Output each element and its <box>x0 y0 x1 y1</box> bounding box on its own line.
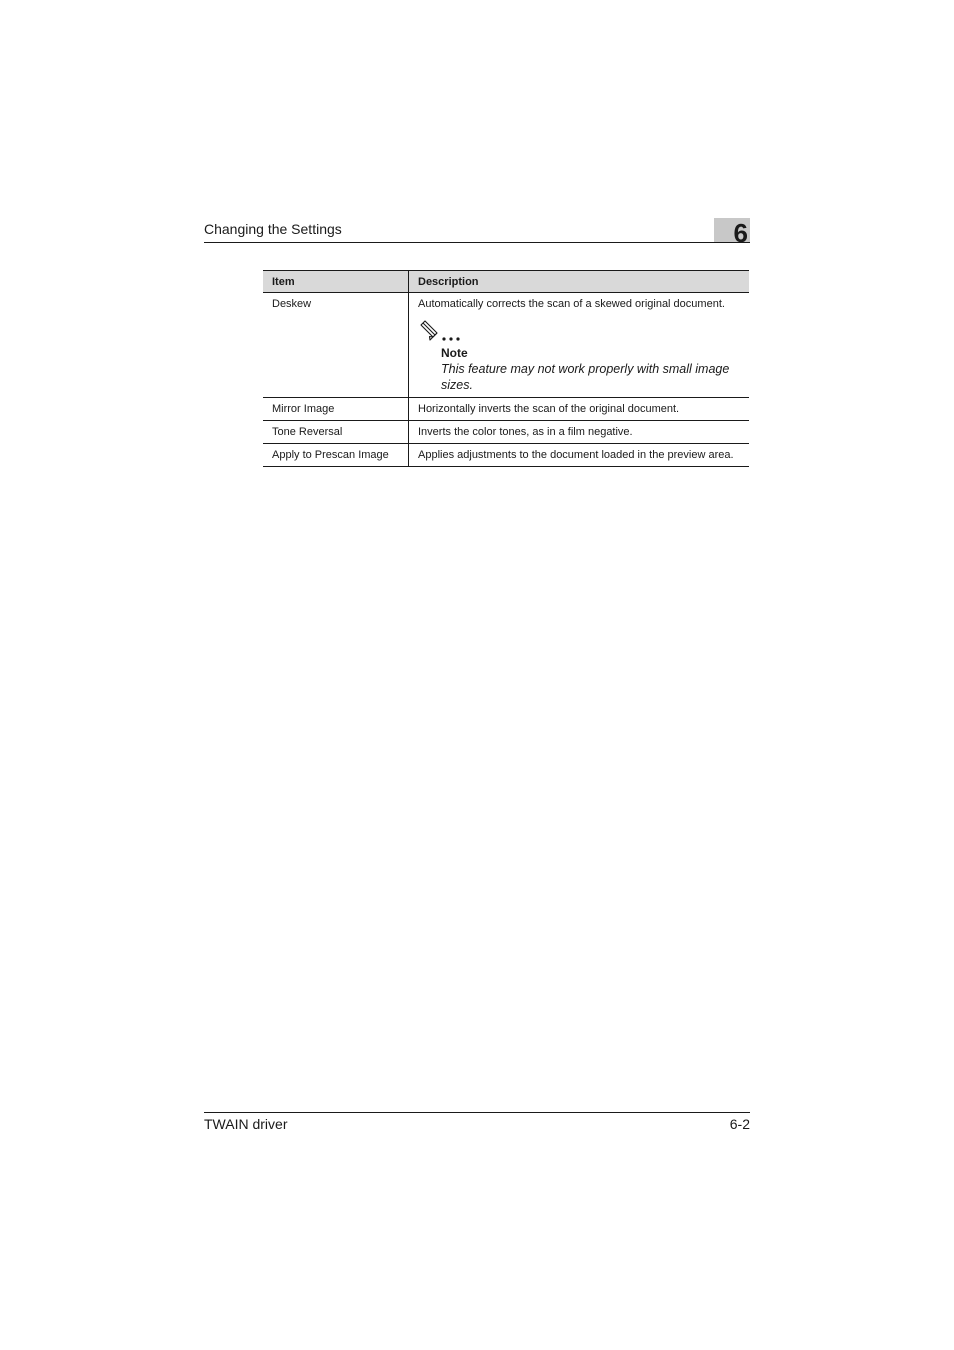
item-cell: Apply to Prescan Image <box>263 444 409 467</box>
item-cell: Deskew <box>263 293 409 398</box>
item-cell: Tone Reversal <box>263 421 409 444</box>
description-text: Automatically corrects the scan of a skewed original document. <box>418 298 725 310</box>
pencil-note-icon <box>418 319 466 345</box>
table-row <box>263 293 749 398</box>
note-text: This feature may not work properly with small image sizes. <box>441 362 730 392</box>
table-row <box>263 421 749 444</box>
note-block <box>418 319 741 393</box>
section-title: Changing the Settings <box>204 221 342 237</box>
column-header-description: Description <box>409 271 750 293</box>
item-cell: Mirror Image <box>263 398 409 421</box>
page-number: 6-2 <box>729 1116 750 1132</box>
page-header <box>204 216 750 248</box>
footer-manual-name: TWAIN driver <box>204 1116 288 1132</box>
table-header-row <box>263 271 749 293</box>
table-row <box>263 444 749 467</box>
description-cell: Horizontally inverts the scan of the original document. <box>409 398 750 421</box>
description-cell: Applies adjustments to the document loaded in the preview area. <box>409 444 750 467</box>
chapter-badge <box>714 218 750 248</box>
settings-table <box>263 270 749 467</box>
description-cell: Inverts the color tones, as in a film negative. <box>409 421 750 444</box>
table-row <box>263 398 749 421</box>
description-cell <box>409 293 750 398</box>
chapter-number: 6 <box>733 218 748 248</box>
page-footer <box>204 1112 750 1135</box>
note-label: Note <box>441 346 468 360</box>
column-header-item: Item <box>263 271 409 293</box>
